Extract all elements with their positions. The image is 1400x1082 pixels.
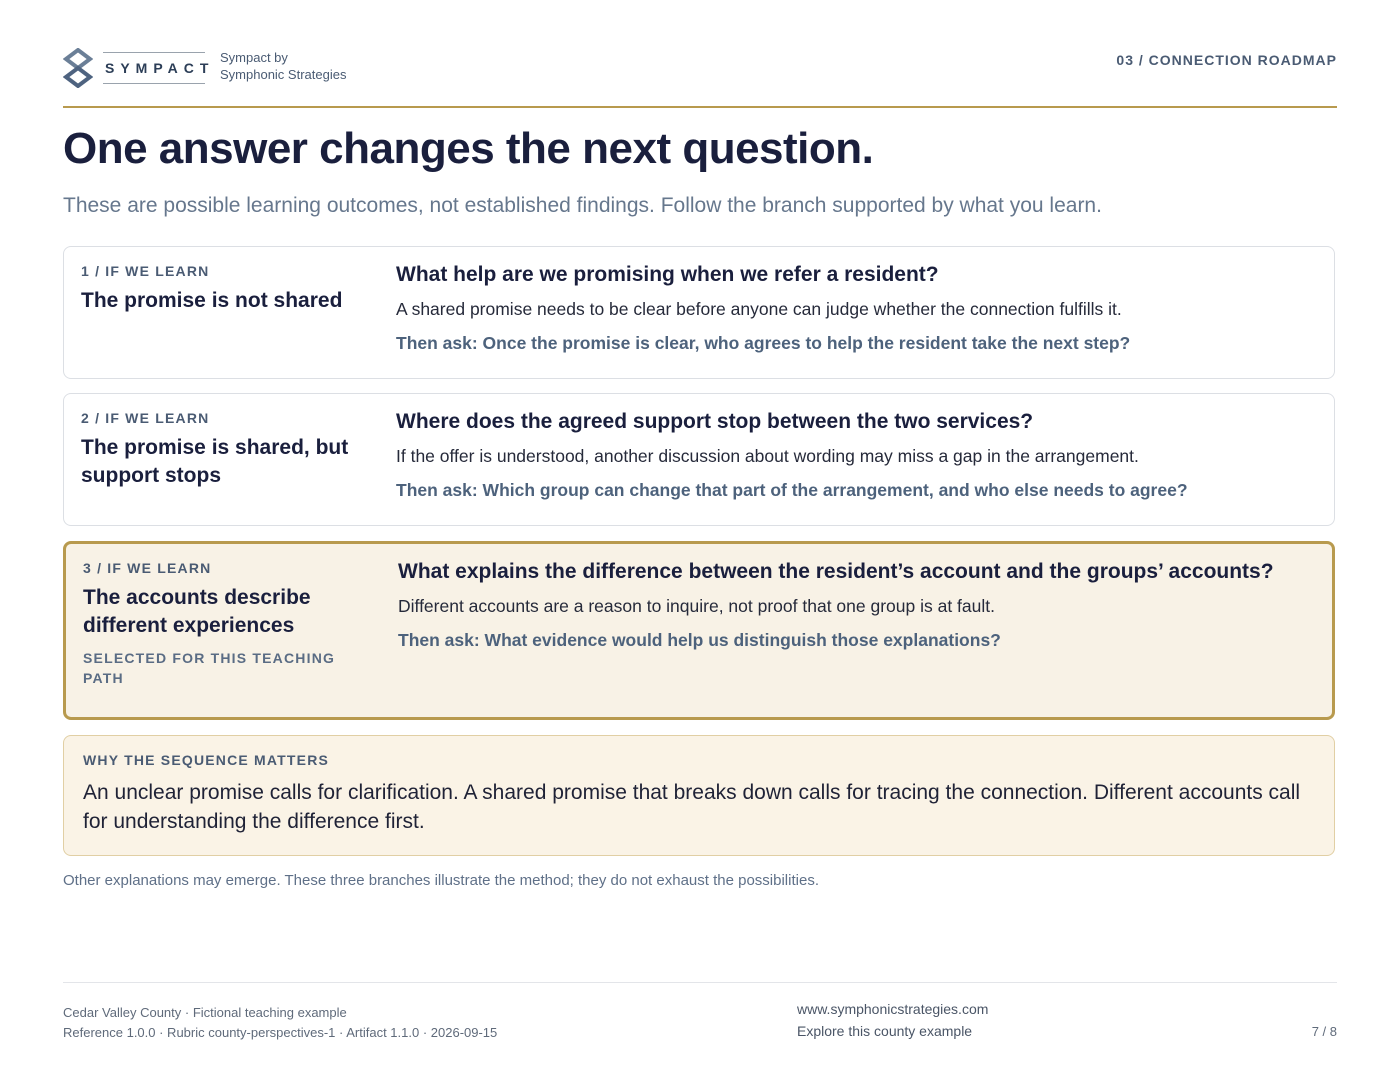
byline	[220, 49, 346, 83]
branch-kicker: 2 / IF WE LEARN	[81, 410, 210, 426]
branch-3-left	[83, 560, 373, 688]
sympact-logo-icon	[63, 48, 93, 88]
branch-2-left	[81, 410, 371, 490]
footer-divider	[63, 982, 1337, 983]
footer-explore-link[interactable]: Explore this county example	[797, 1023, 973, 1039]
branch-outcome: The promise is shared, but support stops	[81, 436, 349, 487]
page-header	[63, 44, 1337, 108]
branch-kicker: 1 / IF WE LEARN	[81, 263, 210, 279]
branch-card-3-selected	[63, 541, 1335, 720]
footer-site-link[interactable]: www.symphonicstrategies.com	[797, 1001, 989, 1017]
branch-then-ask: Then ask: Once the promise is clear, who agrees to help the resident take the next step?	[396, 333, 1131, 353]
branch-1-left	[81, 263, 371, 315]
logo-wordmark: SYMPACT	[103, 52, 205, 84]
branch-then-ask: Then ask: Which group can change that part of the arrangement, and who else needs to agree?	[396, 480, 1188, 500]
byline-line2: Symphonic Strategies	[220, 67, 347, 82]
branch-card-2	[63, 393, 1335, 526]
branch-outcome: The accounts describe different experiences	[83, 586, 311, 637]
footer-left	[63, 1003, 497, 1043]
branch-1-right	[396, 261, 1306, 355]
selected-path-note: SELECTED FOR THIS TEACHING PATH	[83, 650, 336, 686]
branch-question: What explains the difference between the resident’s account and the groups’ accounts?	[398, 560, 1274, 583]
branch-card-1	[63, 246, 1335, 379]
footer-county-line: Cedar Valley County · Fictional teaching example	[63, 1005, 347, 1020]
caveat-note: Other explanations may emerge. These three branches illustrate the method; they do not exhaust the possibilities.	[63, 872, 819, 889]
branch-explanation: Different accounts are a reason to inquire, not proof that one group is at fault.	[398, 596, 995, 616]
branch-2-right	[396, 408, 1306, 502]
page-subtitle: These are possible learning outcomes, not established findings. Follow the branch supported by what you learn.	[63, 194, 1102, 217]
branch-question: What help are we promising when we refer a resident?	[396, 263, 939, 286]
page-number: 7 / 8	[1311, 1024, 1337, 1039]
why-sequence-box	[63, 735, 1335, 856]
branch-3-right	[398, 558, 1308, 652]
footer-reference-line: Reference 1.0.0 · Rubric county-perspectives-1 · Artifact 1.1.0 · 2026-09-15	[63, 1025, 498, 1040]
why-kicker: WHY THE SEQUENCE MATTERS	[83, 752, 330, 768]
branch-outcome: The promise is not shared	[81, 289, 343, 312]
footer-links	[797, 998, 988, 1042]
branch-explanation: If the offer is understood, another discussion about wording may miss a gap in the arrangement.	[396, 446, 1139, 466]
byline-line1: Sympact by	[220, 50, 288, 65]
branch-kicker: 3 / IF WE LEARN	[83, 560, 212, 576]
page-title: One answer changes the next question.	[63, 124, 874, 173]
branch-then-ask: Then ask: What evidence would help us distinguish those explanations?	[398, 630, 1001, 650]
branch-explanation: A shared promise needs to be clear before anyone can judge whether the connection fulfills it.	[396, 299, 1122, 319]
section-label: 03 / CONNECTION ROADMAP	[1116, 52, 1337, 68]
branch-question: Where does the agreed support stop between the two services?	[396, 410, 1034, 433]
why-body: An unclear promise calls for clarification. A shared promise that breaks down calls for tracing the connection. Different accounts call for understanding the difference first.	[83, 781, 1301, 833]
